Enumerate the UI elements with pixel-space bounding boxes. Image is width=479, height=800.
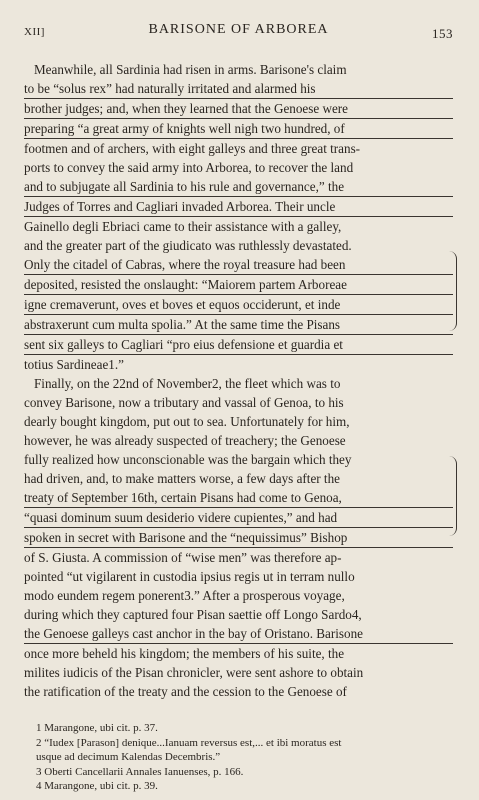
text-line: igne cremaverunt, oves et boves et equos occiderunt, et inde — [24, 295, 453, 315]
text-line: modo eundem regem ponerent3.” After a prosperous voyage, — [24, 588, 345, 603]
text-line: to be “solus rex” had naturally irritated and alarmed his — [24, 79, 453, 99]
text-line: milites iudicis of the Pisan chronicler, were sent ashore to obtain — [24, 665, 364, 680]
text-line: Gainello degli Ebriaci came to their assistance with a galley, — [24, 219, 342, 234]
text-line: during which they captured four Pisan saettie off Longo Sardo4, — [24, 607, 362, 622]
text-line: totius Sardineae1.” — [24, 357, 124, 372]
text-line: “quasi dominum suum desiderio videre cupientes,” and had — [24, 508, 453, 528]
footnote: 3 Oberti Cancellarii Annales Ianuenses, p. 166. — [36, 765, 244, 778]
text-line: the Genoese galleys cast anchor in the bay of Oristano. Barisone — [24, 624, 453, 644]
text-line: fully realized how unconscionable was the bargain which they — [24, 452, 352, 467]
text-line: treaty of September 16th, certain Pisans had come to Genoa, — [24, 488, 453, 508]
footnote: 2 “Iudex [Parason] denique...Ianuam reversus est,... et ibi moratus est — [36, 736, 342, 749]
text-line: the ratification of the treaty and the cession to the Genoese of — [24, 684, 347, 699]
text-line: Judges of Torres and Cagliari invaded Arborea. Their uncle — [24, 197, 453, 217]
text-line: of S. Giusta. A commission of “wise men” was therefore ap- — [24, 550, 342, 565]
margin-bracket — [448, 251, 457, 331]
text-line: dearly bought kingdom, put out to sea. Unfortunately for him, — [24, 414, 350, 429]
footnote: 4 Marangone, ubi cit. p. 39. — [36, 780, 158, 792]
text-line: spoken in secret with Barisone and the “nequissimus” Bishop — [24, 528, 453, 548]
text-line: once more beheld his kingdom; the members of his suite, the — [24, 646, 345, 661]
text-line: Finally, on the 22nd of November2, the fleet which was to — [34, 376, 341, 391]
footnote: 1 Marangone, ubi cit. p. 37. — [36, 722, 158, 734]
text-line: brother judges; and, when they learned that the Genoese were — [24, 99, 453, 119]
text-line: pointed “ut vigilarent in custodia ipsius regis ut in terram nullo — [24, 569, 355, 584]
text-line: Meanwhile, all Sardinia had risen in arms. Barisone's claim — [34, 62, 347, 77]
text-line: had driven, and, to make matters worse, a few days after the — [24, 471, 340, 486]
margin-bracket — [448, 456, 457, 536]
text-line: sent six galleys to Cagliari “pro eius defensione et guardia et — [24, 335, 453, 355]
body-text — [24, 60, 453, 701]
page-number: 153 — [432, 26, 453, 41]
running-header — [24, 22, 453, 46]
text-line: Only the citadel of Cabras, where the royal treasure had been — [24, 255, 453, 275]
text-line: footmen and of archers, with eight galleys and three great trans- — [24, 141, 361, 156]
text-line: ports to convey the said army into Arborea, to recover the land — [24, 160, 354, 175]
footnotes — [24, 721, 453, 794]
text-line: preparing “a great army of knights well nigh two hundred, of — [24, 119, 453, 139]
running-title: BARISONE OF ARBOREA — [148, 22, 329, 37]
chapter-marker: XII] — [24, 26, 45, 38]
text-line: abstraxerunt cum multa spolia.” At the same time the Pisans — [24, 315, 453, 335]
footnote-continuation: usque ad decimum Kalendas Decembris.” — [36, 751, 221, 763]
text-line: and to subjugate all Sardinia to his rule and governance,” the — [24, 177, 453, 197]
text-line: however, he was already suspected of treachery; the Genoese — [24, 433, 346, 448]
text-line: convey Barisone, now a tributary and vassal of Genoa, to his — [24, 395, 344, 410]
text-line: deposited, resisted the onslaught: “Maiorem partem Arboreae — [24, 275, 453, 295]
text-line: and the greater part of the giudicato was ruthlessly devastated. — [24, 238, 352, 253]
